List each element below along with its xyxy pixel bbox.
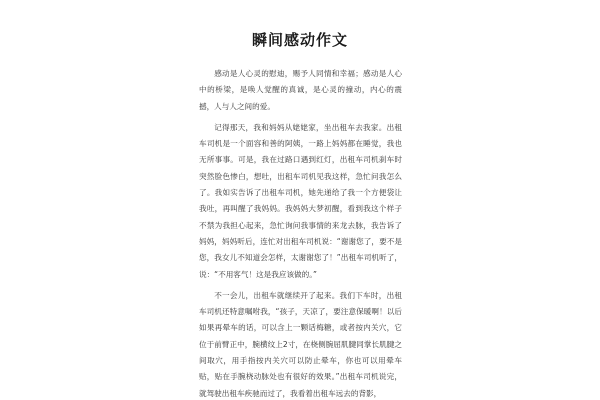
paragraph-continuation: 不一会儿，出租车就继续开了起来。我们下车时，出租车司机还特意嘱咐我，“孩子，天凉了，要注意保暖啊！以后如果再晕车的话，可以含上一颗话梅糖，或者按内关穴，它位于前臂正中，腕横纹上2寸，在桡侧腕屈肌腱同掌长肌腱之间取穴，用手指按内关穴可以防止晕车，你也可以用晕车贴，贴在手腕桡动脉处也有很好的效果。”出租车司机说完，就驾驶出租车疾驰而过了，我看着出租车远去的背影， [199, 290, 402, 398]
page-title: 瞬间感动作文 [251, 31, 348, 49]
paragraph-story: 记得那天，我和妈妈从姥姥家，坐出租车去我家。出租车司机是一个面容和善的阿姨，一路上妈妈都在睡觉，我也无所事事。可是，我在过路口遇到红灯，出租车司机刹车时突然脸色惨白，想吐，出租车司机见我这样，急忙问我怎么了。我如实告诉了出租车司机，她先递给了我一个方便袋让我吐，再叫醒了我妈妈。我妈妈大梦初醒，看到我这个样子不禁为我担心起来，急忙询问我事情的来龙去脉，我告诉了妈妈，妈妈听后，连忙对出租车司机说：“谢谢您了，要不是您，我女儿不知道会怎样，太谢谢您了！”出租车司机听了，说：“不用客气！这是我应该做的。” [199, 122, 402, 279]
article-body [199, 66, 402, 400]
paragraph-intro: 感动是人心灵的慰迪，赐予人同情和幸福；感动是人心中的桥梁，是唤人觉醒的真诚，是心灵的撞动，内心的震撼，人与人之间的爱。 [199, 69, 402, 111]
